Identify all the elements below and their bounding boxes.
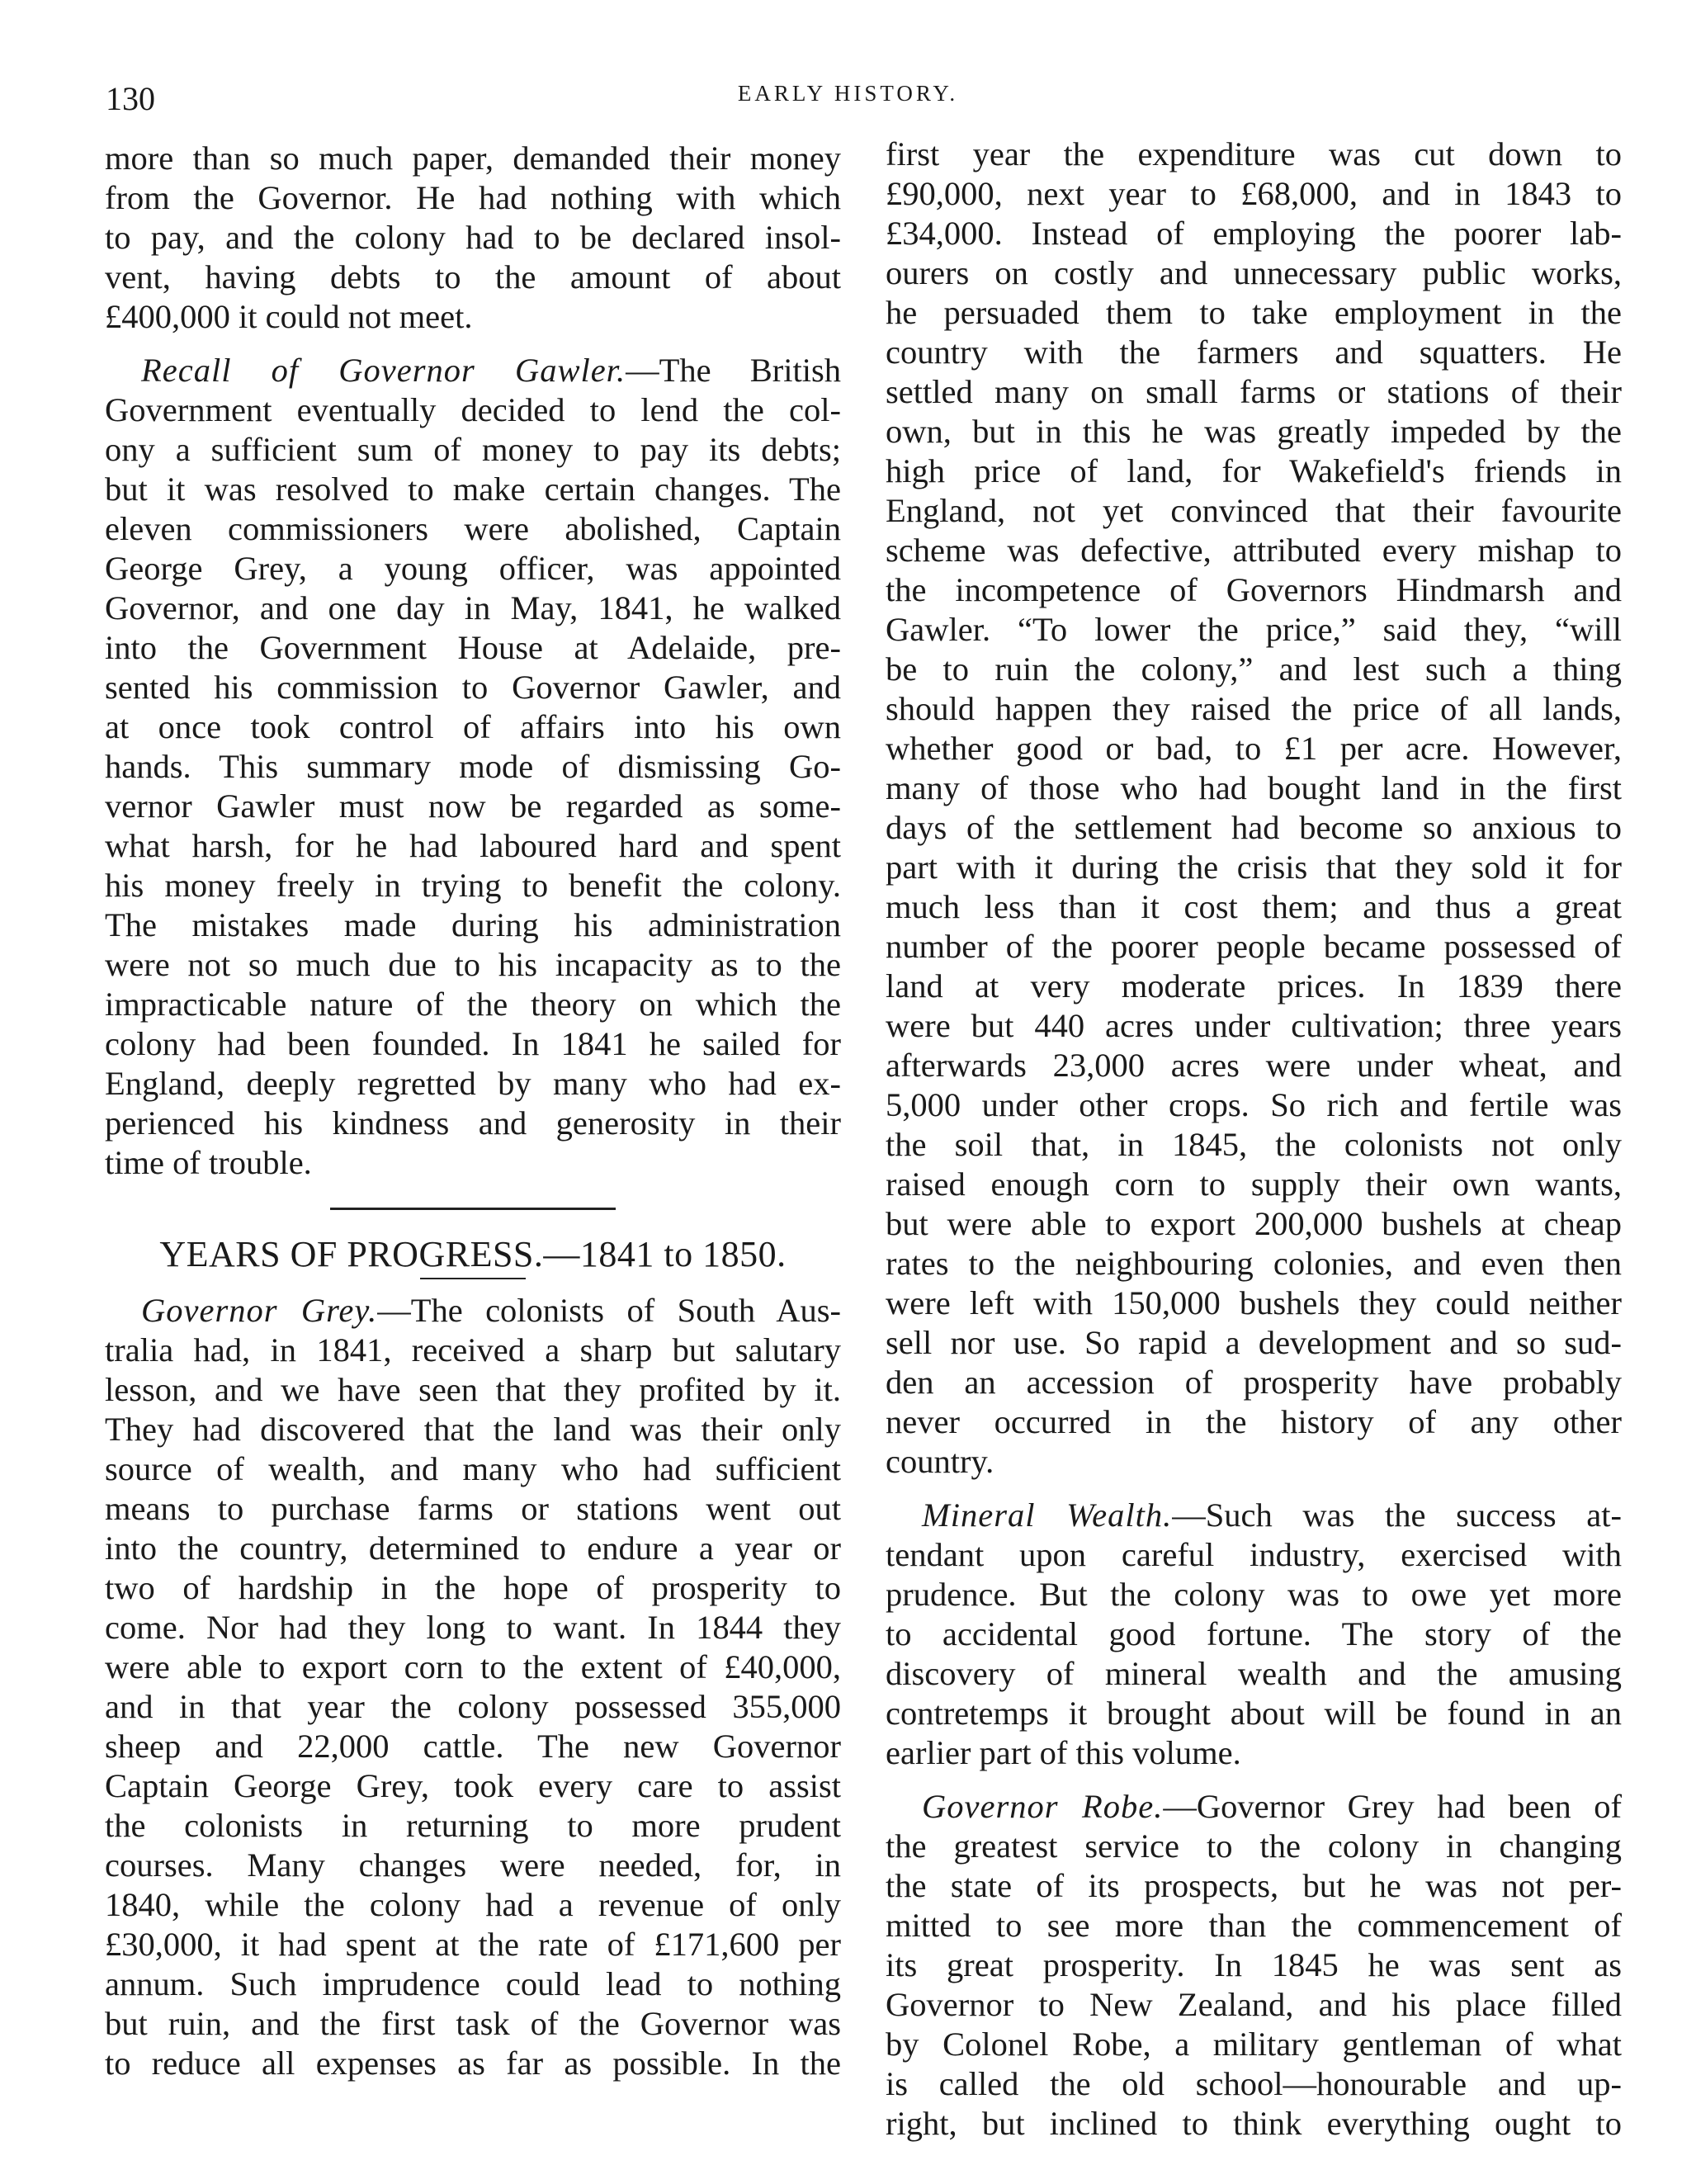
- text-line: first year the expenditure was cut down to: [886, 135, 1622, 173]
- left-column: [105, 139, 841, 2097]
- text-line: tralia had, in 1841, received a sharp but salutary: [105, 1331, 841, 1369]
- text-line: country.: [886, 1443, 994, 1480]
- title-underline: [420, 1278, 526, 1279]
- line-text: —Governor Grey had been of: [1163, 1788, 1623, 1825]
- text-line: England, deeply regretted by many who had ex-: [105, 1065, 841, 1102]
- text-line: earlier part of this volume.: [886, 1734, 1241, 1771]
- text-line: England, not yet convinced that their favourite: [886, 492, 1622, 529]
- text-line: The mistakes made during his administration: [105, 906, 841, 943]
- text-line: scheme was defective, attributed every mishap to: [886, 532, 1622, 569]
- line-text: —The British: [626, 352, 842, 389]
- text-line: annum. Such imprudence could lead to nothing: [105, 1965, 841, 2002]
- text-line: George Grey, a young officer, was appointed: [105, 550, 841, 587]
- text-line: eleven commissioners were abolished, Captain: [105, 510, 841, 547]
- text-line: but were able to export 200,000 bushels at cheap: [886, 1205, 1622, 1242]
- text-line: Governor, and one day in May, 1841, he walked: [105, 589, 841, 626]
- text-line: were but 440 acres under cultivation; three years: [886, 1007, 1622, 1044]
- text-line: settled many on small farms or stations of their: [886, 373, 1622, 410]
- text-line: own, but in this he was greatly impeded by the: [886, 413, 1622, 450]
- text-line: he persuaded them to take employment in the: [886, 294, 1622, 331]
- section-divider: [330, 1208, 616, 1210]
- text-line: the state of its prospects, but he was not per-: [886, 1867, 1622, 1904]
- text-line: afterwards 23,000 acres were under wheat, and: [886, 1047, 1622, 1084]
- text-line: to accidental good fortune. The story of the: [886, 1615, 1622, 1652]
- text-line: sheep and 22,000 cattle. The new Governor: [105, 1728, 841, 1765]
- text-line: by Colonel Robe, a military gentleman of what: [886, 2026, 1622, 2063]
- text-line: tendant upon careful industry, exercised with: [886, 1536, 1622, 1573]
- text-line: £34,000. Instead of employing the poorer lab-: [886, 215, 1622, 252]
- text-line: £90,000, next year to £68,000, and in 1843 to: [886, 175, 1622, 212]
- text-line: two of hardship in the hope of prosperity to: [105, 1569, 841, 1606]
- text-line: £30,000, it had spent at the rate of £171,600 per: [105, 1926, 841, 1963]
- text-line: raised enough corn to supply their own wants,: [886, 1165, 1622, 1203]
- line-text: —Such was the success at-: [1172, 1496, 1623, 1534]
- text-line: Governor to New Zealand, and his place filled: [886, 1986, 1622, 2023]
- paragraph: [886, 1496, 1622, 1773]
- text-line: discovery of mineral wealth and the amusing: [886, 1655, 1622, 1692]
- text-line: much less than it cost them; and thus a great: [886, 888, 1622, 925]
- text-line: the greatest service to the colony in changing: [886, 1827, 1622, 1865]
- paragraph: [105, 139, 841, 337]
- line-text: —The colonists of South Aus-: [377, 1292, 841, 1329]
- text-line: country with the farmers and squatters. He: [886, 333, 1622, 371]
- text-line: his money freely in trying to benefit the colony.: [105, 867, 841, 904]
- text-line: at once took control of affairs into his own: [105, 708, 841, 745]
- text-line: high price of land, for Wakefield's friends in: [886, 452, 1622, 489]
- text-line: should happen they raised the price of all lands,: [886, 690, 1622, 727]
- right-column: [886, 135, 1622, 2158]
- text-line: contretemps it brought about will be found in an: [886, 1695, 1622, 1732]
- text-line: whether good or bad, to £1 per acre. However,: [886, 730, 1622, 767]
- paragraph: [105, 1291, 841, 2083]
- text-line: [886, 1496, 1622, 1535]
- text-line: into the country, determined to endure a year or: [105, 1529, 841, 1567]
- text-line: to reduce all expenses as far as possible. In the: [105, 2045, 841, 2082]
- text-line: impracticable nature of the theory on which the: [105, 986, 841, 1023]
- text-line: vent, having debts to the amount of about: [105, 258, 841, 295]
- text-line: its great prosperity. In 1845 he was sent as: [886, 1946, 1622, 1983]
- text-line: lesson, and we have seen that they profited by it.: [105, 1371, 841, 1408]
- text-line: [886, 1787, 1622, 1827]
- text-line: from the Governor. He had nothing with which: [105, 179, 841, 216]
- paragraph: [886, 1787, 1622, 2144]
- section-title: YEARS OF PROGRESS.—1841 to 1850.: [159, 1234, 787, 1274]
- text-line: into the Government House at Adelaide, pre-: [105, 629, 841, 666]
- text-line: never occurred in the history of any other: [886, 1403, 1622, 1440]
- text-line: right, but inclined to think everything ought to: [886, 2105, 1622, 2142]
- paragraph-heading: Recall of Governor Gawler.: [141, 352, 626, 389]
- paragraph: [105, 351, 841, 1183]
- text-line: Captain George Grey, took every care to assist: [105, 1767, 841, 1804]
- text-line: mitted to see more than the commencement of: [886, 1907, 1622, 1944]
- text-line: [105, 351, 841, 390]
- text-line: sented his commission to Governor Gawler, and: [105, 669, 841, 706]
- text-line: be to ruin the colony,” and lest such a thing: [886, 650, 1622, 688]
- text-line: colony had been founded. In 1841 he sailed for: [105, 1025, 841, 1062]
- text-line: land at very moderate prices. In 1839 there: [886, 967, 1622, 1005]
- text-line: were able to export corn to the extent of £40,000,: [105, 1648, 841, 1685]
- text-line: den an accession of prosperity have probably: [886, 1364, 1622, 1401]
- text-line: They had discovered that the land was their only: [105, 1411, 841, 1448]
- text-line: prudence. But the colony was to owe yet more: [886, 1576, 1622, 1613]
- text-line: more than so much paper, demanded their money: [105, 139, 841, 177]
- text-line: rates to the neighbouring colonies, and even then: [886, 1245, 1622, 1282]
- text-line: but ruin, and the first task of the Governor was: [105, 2005, 841, 2042]
- text-line: were left with 150,000 bushels they could neither: [886, 1284, 1622, 1321]
- paragraph: [886, 135, 1622, 1482]
- text-line: Government eventually decided to lend the col-: [105, 391, 841, 428]
- text-line: £400,000 it could not meet.: [105, 298, 473, 335]
- text-line: [105, 1291, 841, 1331]
- text-line: many of those who had bought land in the first: [886, 769, 1622, 806]
- text-line: perienced his kindness and generosity in their: [105, 1104, 841, 1142]
- text-line: the soil that, in 1845, the colonists not only: [886, 1126, 1622, 1163]
- text-line: is called the old school—honourable and up-: [886, 2065, 1622, 2102]
- text-line: time of trouble.: [105, 1144, 312, 1181]
- text-line: what harsh, for he had laboured hard and spent: [105, 827, 841, 864]
- paragraph-heading: Governor Grey.: [141, 1292, 378, 1329]
- running-title: EARLY HISTORY.: [737, 81, 959, 106]
- text-line: and in that year the colony possessed 355,000: [105, 1688, 841, 1725]
- paragraph-heading: Mineral Wealth.: [922, 1496, 1173, 1534]
- text-line: ony a sufficient sum of money to pay its debts;: [105, 431, 841, 468]
- text-line: vernor Gawler must now be regarded as some-: [105, 787, 841, 825]
- text-line: 1840, while the colony had a revenue of only: [105, 1886, 841, 1923]
- text-line: courses. Many changes were needed, for, in: [105, 1846, 841, 1884]
- text-line: but it was resolved to make certain changes. The: [105, 470, 841, 508]
- text-line: ourers on costly and unnecessary public works,: [886, 254, 1622, 291]
- text-line: the colonists in returning to more prudent: [105, 1807, 841, 1844]
- text-line: hands. This summary mode of dismissing Go-: [105, 748, 841, 785]
- text-line: days of the settlement had become so anxious to: [886, 809, 1622, 846]
- text-line: sell nor use. So rapid a development and so sud-: [886, 1324, 1622, 1361]
- text-line: to pay, and the colony had to be declared insol-: [105, 219, 841, 256]
- page-number: 130: [106, 80, 155, 117]
- text-line: number of the poorer people became possessed of: [886, 928, 1622, 965]
- text-line: source of wealth, and many who had sufficient: [105, 1450, 841, 1487]
- text-line: come. Nor had they long to want. In 1844 they: [105, 1609, 841, 1646]
- text-line: were not so much due to his incapacity as to the: [105, 946, 841, 983]
- text-line: Gawler. “To lower the price,” said they, “will: [886, 611, 1622, 648]
- text-line: part with it during the crisis that they sold it for: [886, 849, 1622, 886]
- text-line: means to purchase farms or stations went out: [105, 1490, 841, 1527]
- text-line: 5,000 under other crops. So rich and fertile was: [886, 1086, 1622, 1123]
- text-line: the incompetence of Governors Hindmarsh and: [886, 571, 1622, 608]
- paragraph-heading: Governor Robe.: [922, 1788, 1164, 1825]
